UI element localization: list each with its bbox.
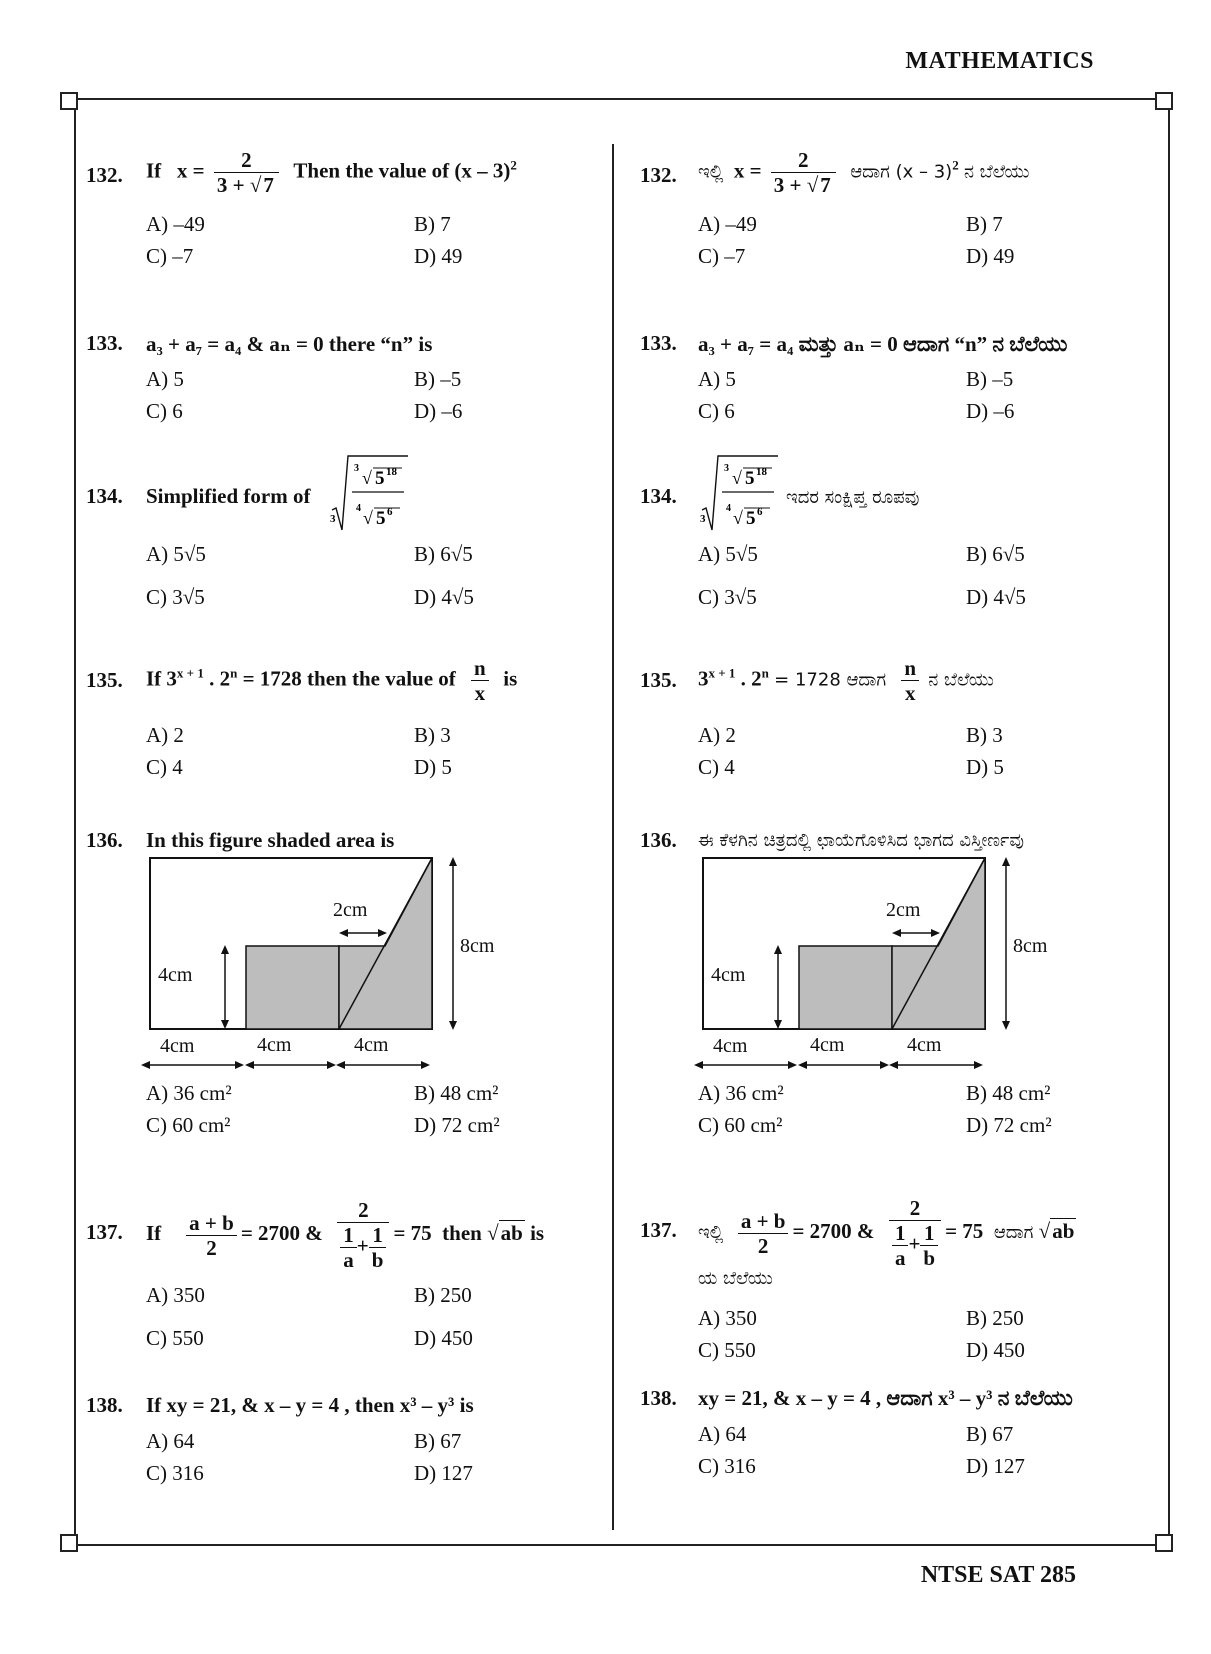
page-footer: NTSE SAT 285 <box>920 1562 1076 1588</box>
svg-text:√: √ <box>363 508 373 528</box>
q133-option-b[interactable]: B) –5 <box>414 367 462 391</box>
q136-kn-option-d[interactable]: D) 72 cm² <box>966 1113 1052 1137</box>
q138-kn-option-d[interactable]: D) 127 <box>966 1454 1025 1478</box>
q132-option-d[interactable]: D) 49 <box>414 244 463 268</box>
kn-fig-label-2cm: 2cm <box>886 899 921 921</box>
q137-kn-text-line2: ಯ ಬೆಲೆಯು <box>698 1268 773 1289</box>
q132-kn-text: ಇಲ್ಲಿ x = $\frac{2}{3 + √7}$ ಆದಾಗ (x – 3)$^2$ ನ ಬೆಲೆಯು <box>698 148 1030 198</box>
q137-kn-option-c[interactable]: C) 550 <box>698 1338 756 1362</box>
fig-label-base-3: 4cm <box>354 1034 389 1056</box>
q132-option-a[interactable]: A) –49 <box>146 212 205 236</box>
fig-label-8cm: 8cm <box>460 935 495 957</box>
q134-option-d[interactable]: D) 4√5 <box>414 585 474 609</box>
q136-figure <box>140 855 500 1075</box>
q133-number: 133. <box>86 331 123 355</box>
q134-top-exp: 18 <box>386 466 397 478</box>
q135-kn-text: $3^{x + 1}$ . 2$^n$ = 1728 ಆದಾಗ $\frac{n}{x}$ ನ ಬೆಲೆಯು <box>698 656 994 706</box>
q138-text: If xy = 21, & x – y = 4 , then x³ – y³ is <box>146 1393 474 1417</box>
q132-option-b[interactable]: B) 7 <box>414 212 451 236</box>
q134-top-index: 3 <box>354 463 359 474</box>
kn-fig-label-base-1: 4cm <box>713 1035 748 1057</box>
q137-option-c[interactable]: C) 550 <box>146 1326 204 1350</box>
q132-kn-option-a[interactable]: A) –49 <box>698 212 757 236</box>
q137-text: If $\frac{a + b}{2}$ = 2700 & 2 $\frac{1}{a}$ + $\frac{1}{b}$ = 75 then √ab is <box>146 1198 545 1273</box>
kn-fig-label-8cm: 8cm <box>1013 935 1048 957</box>
q132-option-c[interactable]: C) –7 <box>146 244 194 268</box>
q137-option-b[interactable]: B) 250 <box>414 1283 472 1307</box>
q134-kn-option-a[interactable]: A) 5√5 <box>698 542 758 566</box>
q136-text: In this figure shaded area is <box>146 828 395 852</box>
q134-outer-index: 3 <box>330 513 336 525</box>
q138-option-c[interactable]: C) 316 <box>146 1461 204 1485</box>
q132-number: 132. <box>86 163 123 187</box>
q134-bot-base: 5 <box>376 508 386 529</box>
q138-option-b[interactable]: B) 67 <box>414 1429 462 1453</box>
q137-kn-text: ಇಲ್ಲಿ $\frac{a + b}{2}$ = 2700 & 2 $\frac{1}{a}$ + $\frac{1}{b}$ = 75 ಆದಾಗ √ab <box>698 1196 1075 1271</box>
q136-option-d[interactable]: D) 72 cm² <box>414 1113 500 1137</box>
q138-kn-option-b[interactable]: B) 67 <box>966 1422 1014 1446</box>
q133-option-d[interactable]: D) –6 <box>414 399 463 423</box>
q133-kn-option-d[interactable]: D) –6 <box>966 399 1015 423</box>
q132-text: If x = $\frac{2}{3 + √7}$ Then the value of (x – 3)$^2$ <box>146 148 517 198</box>
q135-kn-option-d[interactable]: D) 5 <box>966 755 1004 779</box>
q137-option-d[interactable]: D) 450 <box>414 1326 473 1350</box>
kn-fig-label-base-3: 4cm <box>907 1034 942 1056</box>
q134-text: Simplified form of <box>146 484 311 508</box>
frame-corner-top-right <box>1155 92 1173 110</box>
q135-option-b[interactable]: B) 3 <box>414 723 451 747</box>
q134-kn-top-index: 3 <box>724 463 729 474</box>
q134-kn-option-d[interactable]: D) 4√5 <box>966 585 1026 609</box>
q138-kn-option-a[interactable]: A) 64 <box>698 1422 747 1446</box>
q134-option-a[interactable]: A) 5√5 <box>146 542 206 566</box>
q136-kn-number: 136. <box>640 828 677 852</box>
q138-number: 138. <box>86 1393 123 1417</box>
q132-kn-option-d[interactable]: D) 49 <box>966 244 1015 268</box>
q134-kn-outer-index: 3 <box>700 513 706 525</box>
frame-corner-top-left <box>60 92 78 110</box>
q136-kn-option-b[interactable]: B) 48 cm² <box>966 1081 1051 1105</box>
q138-kn-number: 138. <box>640 1386 677 1410</box>
q138-kn-text: xy = 21, & x – y = 4 , ಆದಾಗ x³ – y³ ನ ಬೆಲೆಯು <box>698 1386 1073 1410</box>
q133-kn-text: a₃ + a₇ = a₄ ಮತ್ತು aₙ = 0 ಆದಾಗ “n” ನ ಬೆಲೆಯು <box>698 332 1068 356</box>
q134-top-base: 5 <box>375 468 385 489</box>
q135-kn-option-a[interactable]: A) 2 <box>698 723 736 747</box>
q134-nested-radical <box>330 452 410 534</box>
q138-option-a[interactable]: A) 64 <box>146 1429 195 1453</box>
q134-kn-text: ಇದರ ಸಂಕ್ಷಿಪ್ತ ರೂಪವು <box>786 487 920 508</box>
q136-kn-figure <box>693 855 1053 1075</box>
q136-option-a[interactable]: A) 36 cm² <box>146 1081 232 1105</box>
q134-bot-exp: 6 <box>387 506 393 518</box>
q137-number: 137. <box>86 1220 123 1244</box>
q135-text: If $3^{x + 1}$ . 2$^n$ = 1728 then the value of $\frac{n}{x}$ is <box>146 656 518 706</box>
q135-number: 135. <box>86 668 123 692</box>
q137-kn-number: 137. <box>640 1218 677 1242</box>
q133-option-a[interactable]: A) 5 <box>146 367 184 391</box>
q136-number: 136. <box>86 828 123 852</box>
svg-text:√: √ <box>732 468 742 488</box>
q138-kn-option-c[interactable]: C) 316 <box>698 1454 756 1478</box>
q134-kn-nested-radical <box>700 452 780 534</box>
svg-text:√: √ <box>733 508 743 528</box>
q138-option-d[interactable]: D) 127 <box>414 1461 473 1485</box>
q137-option-a[interactable]: A) 350 <box>146 1283 205 1307</box>
q136-kn-text: ಈ ಕೆಳಗಿನ ಚಿತ್ರದಲ್ಲಿ ಛಾಯೆಗೊಳಿಸಿದ ಭಾಗದ ವಿಸ್ತೀರ್ಣವು <box>698 830 1025 851</box>
frame-corner-bottom-left <box>60 1534 78 1552</box>
shaded-square <box>246 946 339 1029</box>
q133-kn-option-a[interactable]: A) 5 <box>698 367 736 391</box>
q134-kn-bot-exp: 6 <box>757 506 763 518</box>
fig-label-base-2: 4cm <box>257 1034 292 1056</box>
q134-kn-bot-base: 5 <box>746 508 756 529</box>
q134-kn-number: 134. <box>640 484 677 508</box>
q136-kn-option-a[interactable]: A) 36 cm² <box>698 1081 784 1105</box>
q135-kn-option-b[interactable]: B) 3 <box>966 723 1003 747</box>
subject-title: MATHEMATICS <box>905 48 1094 74</box>
q136-kn-option-c[interactable]: C) 60 cm² <box>698 1113 783 1137</box>
q132-kn-number: 132. <box>640 163 677 187</box>
kn-fig-label-4cm-height: 4cm <box>711 964 746 986</box>
q134-kn-bot-index: 4 <box>726 503 731 514</box>
q134-kn-option-c[interactable]: C) 3√5 <box>698 585 757 609</box>
q135-option-d[interactable]: D) 5 <box>414 755 452 779</box>
q133-text: a₃ + a₇ = a₄ & aₙ = 0 there “n” is <box>146 332 433 356</box>
q132-kn-option-b[interactable]: B) 7 <box>966 212 1003 236</box>
q135-kn-number: 135. <box>640 668 677 692</box>
q133-option-c[interactable]: C) 6 <box>146 399 183 423</box>
q133-kn-option-c[interactable]: C) 6 <box>698 399 735 423</box>
q134-option-c[interactable]: C) 3√5 <box>146 585 205 609</box>
column-divider <box>612 144 614 1530</box>
q134-kn-top-base: 5 <box>745 468 755 489</box>
q137-kn-option-b[interactable]: B) 250 <box>966 1306 1024 1330</box>
q133-kn-option-b[interactable]: B) –5 <box>966 367 1014 391</box>
q135-kn-option-c[interactable]: C) 4 <box>698 755 735 779</box>
q137-kn-option-d[interactable]: D) 450 <box>966 1338 1025 1362</box>
q133-kn-number: 133. <box>640 331 677 355</box>
svg-text:√: √ <box>362 468 372 488</box>
q136-option-b[interactable]: B) 48 cm² <box>414 1081 499 1105</box>
fig-label-4cm-height: 4cm <box>158 964 193 986</box>
q135-option-a[interactable]: A) 2 <box>146 723 184 747</box>
q137-kn-option-a[interactable]: A) 350 <box>698 1306 757 1330</box>
q132-kn-option-c[interactable]: C) –7 <box>698 244 746 268</box>
q134-number: 134. <box>86 484 123 508</box>
q135-option-c[interactable]: C) 4 <box>146 755 183 779</box>
q134-kn-option-b[interactable]: B) 6√5 <box>966 542 1025 566</box>
q136-option-c[interactable]: C) 60 cm² <box>146 1113 231 1137</box>
q134-bot-index: 4 <box>356 503 361 514</box>
q134-kn-top-exp: 18 <box>756 466 767 478</box>
frame-corner-bottom-right <box>1155 1534 1173 1552</box>
kn-fig-label-base-2: 4cm <box>810 1034 845 1056</box>
fig-label-base-1: 4cm <box>160 1035 195 1057</box>
q134-option-b[interactable]: B) 6√5 <box>414 542 473 566</box>
kn-shaded-square <box>799 946 892 1029</box>
fig-label-2cm: 2cm <box>333 899 368 921</box>
